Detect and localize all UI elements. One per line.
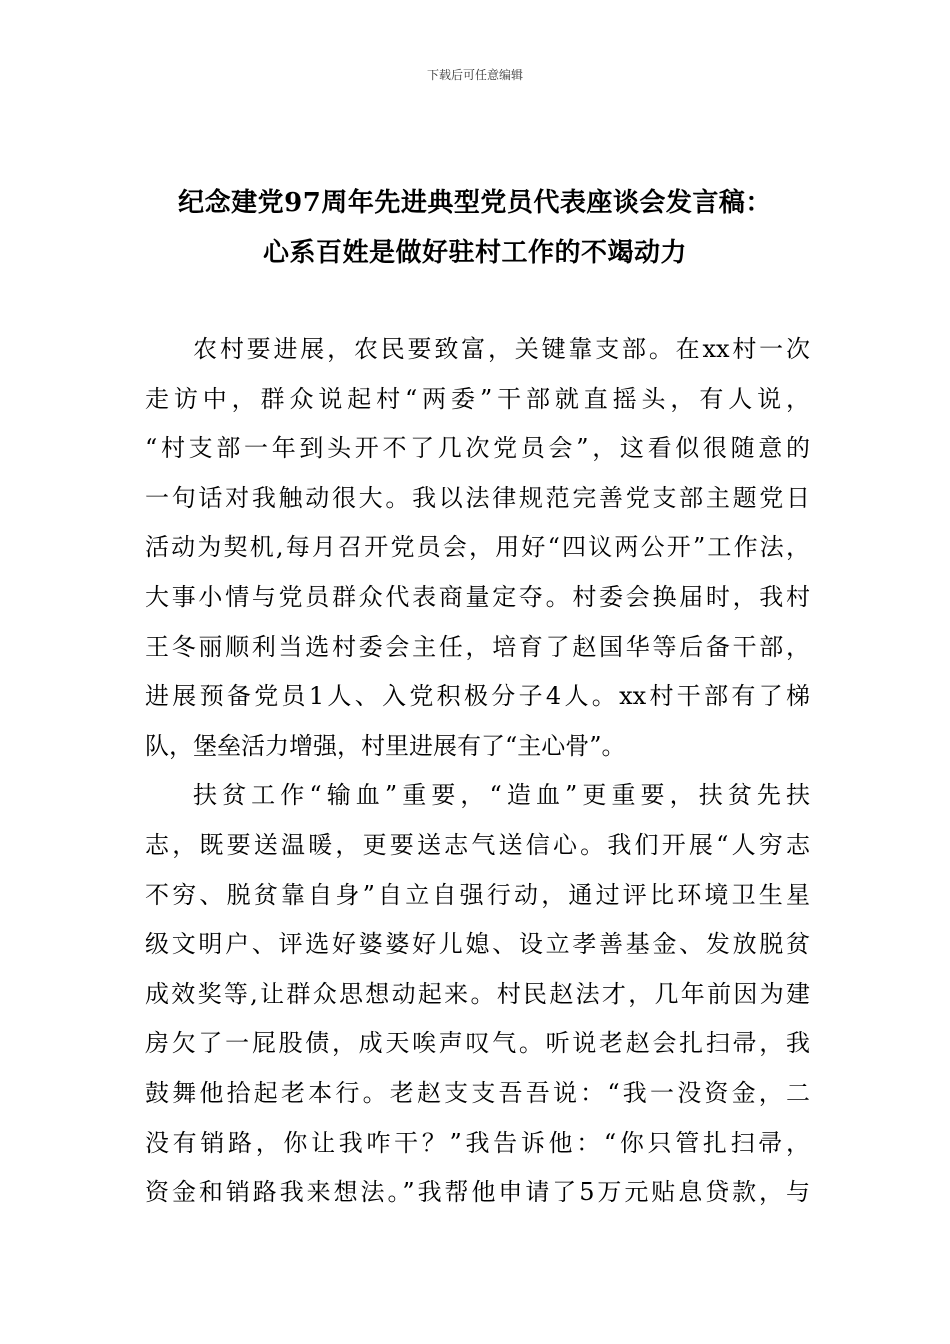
body-line: 扶贫工作“输血”重要，“造血”更重要，扶贫先扶 xyxy=(193,781,810,810)
page-header-note: 下载后可任意编辑 xyxy=(426,68,523,82)
body-line: 走访中，群众说起村“两委”干部就直摇头，有人说， xyxy=(145,384,810,413)
body-line: “村支部一年到头开不了几次党员会”，这看似很随意的 xyxy=(145,434,810,463)
body-line: 不穷、脱贫靠自身”自立自强行动，通过评比环境卫生星 xyxy=(145,880,810,909)
body-line: 级文明户、评选好婆婆好儿媳、设立孝善基金、发放脱贫 xyxy=(145,930,810,959)
body-line: 没有销路，你让我咋干？”我告诉他：“你只管扎扫帚， xyxy=(145,1128,810,1157)
body-line: 房欠了一屁股债，成天唉声叹气。听说老赵会扎扫帚，我 xyxy=(145,1029,810,1058)
body-line: 鼓舞他拾起老本行。老赵支支吾吾说：“我一没资金，二 xyxy=(145,1078,810,1107)
body-line: 进展预备党员1人、入党积极分子4人。xx村干部有了梯 xyxy=(145,682,810,711)
body-line: 志，既要送温暖，更要送志气送信心。我们开展“人穷志 xyxy=(145,830,810,859)
body-line: 王冬丽顺利当选村委会主任，培育了赵国华等后备干部， xyxy=(145,632,810,661)
body-line: 大事小情与党员群众代表商量定夺。村委会换届时，我村 xyxy=(145,582,810,611)
document-title xyxy=(0,178,950,278)
body-line: 成效奖等,让群众思想动起来。村民赵法才，几年前因为建 xyxy=(145,979,810,1008)
body-line: 活动为契机,每月召开党员会，用好“四议两公开”工作法， xyxy=(145,533,810,562)
body-line: 资金和销路我来想法。”我帮他申请了5万元贴息贷款，与 xyxy=(145,1178,810,1207)
body-line: 一句话对我触动很大。我以法律规范完善党支部主题党日 xyxy=(145,483,810,512)
title-line-1: 纪念建党97周年先进典型党员代表座谈会发言稿： xyxy=(178,188,772,218)
body-line: 队，堡垒活力增强，村里进展有了“主心骨”。 xyxy=(145,731,626,760)
document-body xyxy=(145,325,810,1218)
title-line-2: 心系百姓是做好驻村工作的不竭动力 xyxy=(262,238,687,268)
body-line: 农村要进展，农民要致富，关键靠支部。在xx村一次 xyxy=(193,335,810,363)
